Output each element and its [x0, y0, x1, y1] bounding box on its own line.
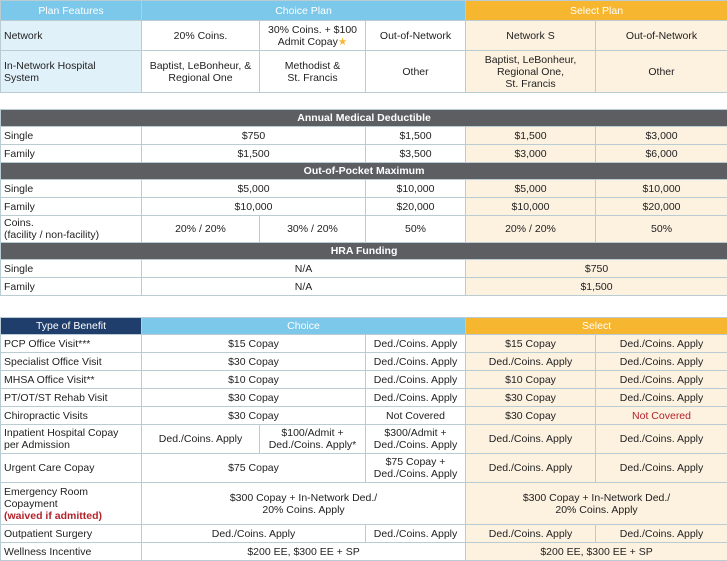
- er-select-line2: 20% Coins. Apply: [555, 503, 638, 516]
- inpatient-label-line1: Inpatient Hospital Copay: [4, 427, 119, 439]
- hospital-choice-b: [260, 51, 366, 93]
- hospital-choice-a-line1: Baptist, LeBonheur, &: [149, 59, 252, 72]
- outpatient-select-out: Ded./Coins. Apply: [596, 525, 727, 543]
- inpatient-choice-b-line2: Ded./Coins. Apply*: [268, 439, 357, 451]
- hospital-choice-a-line2: Regional One: [168, 71, 233, 84]
- wellness-label: Wellness Incentive: [1, 543, 142, 561]
- select-plan-header: Select Plan: [466, 1, 727, 21]
- inpatient-select-out: Ded./Coins. Apply: [596, 425, 727, 454]
- hospital-label-line2: System: [4, 71, 40, 84]
- coins-label-line1: Coins.: [4, 217, 34, 229]
- hospital-label-line1: In-Network Hospital: [4, 59, 96, 72]
- pcp-select-in: $15 Copay: [466, 335, 596, 353]
- mhsa-select-in: $10 Copay: [466, 371, 596, 389]
- mhsa-choice-out: Ded./Coins. Apply: [366, 371, 466, 389]
- inpatient-choice-c-line1: $300/Admit +: [384, 427, 447, 439]
- deductible-section-row: [1, 110, 727, 127]
- choice-plan-header: Choice Plan: [142, 1, 466, 21]
- oop-family-select-in: $10,000: [466, 198, 596, 216]
- er-label: [1, 483, 142, 525]
- urgent-row: [1, 454, 727, 483]
- network-label: Network: [1, 21, 142, 51]
- pcp-choice-in: $15 Copay: [142, 335, 366, 353]
- inpatient-choice-c: [366, 425, 466, 454]
- network-choice-b-line2: Admit Copay: [277, 35, 338, 48]
- benefit-label-mhsa: MHSA Office Visit**: [1, 371, 142, 389]
- urgent-label: Urgent Care Copay: [1, 454, 142, 483]
- hra-single-label: Single: [1, 260, 142, 278]
- rehab-select-in: $30 Copay: [466, 389, 596, 407]
- urgent-choice-in: $75 Copay: [142, 454, 366, 483]
- urgent-choice-out-line1: $75 Copay +: [385, 456, 446, 468]
- er-row: [1, 483, 727, 525]
- benefit-row: [1, 353, 727, 371]
- specialist-choice-in: $30 Copay: [142, 353, 366, 371]
- benefit-label-pcp: PCP Office Visit***: [1, 335, 142, 353]
- er-choice-line2: 20% Coins. Apply: [262, 503, 345, 516]
- oop-single-choice-in: $5,000: [142, 180, 366, 198]
- inpatient-choice-a: Ded./Coins. Apply: [142, 425, 260, 454]
- deductible-family-row: [1, 145, 727, 163]
- hospital-choice-c: Other: [366, 51, 466, 93]
- hra-family-choice: N/A: [142, 278, 466, 296]
- rehab-select-out: Ded./Coins. Apply: [596, 389, 727, 407]
- network-choice-b: [260, 21, 366, 51]
- oop-single-choice-out: $10,000: [366, 180, 466, 198]
- hra-family-label: Family: [1, 278, 142, 296]
- pcp-select-out: Ded./Coins. Apply: [596, 335, 727, 353]
- hra-section-row: [1, 243, 727, 260]
- benefit-table: [0, 317, 727, 561]
- rehab-choice-in: $30 Copay: [142, 389, 366, 407]
- er-choice-line1: $300 Copay + In-Network Ded./: [229, 491, 378, 504]
- benefit-row: [1, 407, 727, 425]
- mhsa-choice-in: $10 Copay: [142, 371, 366, 389]
- deductible-section-title: Annual Medical Deductible: [1, 110, 727, 127]
- hra-single-select: $750: [466, 260, 727, 278]
- er-label-line2: Copayment: [4, 497, 58, 510]
- wellness-choice: $200 EE, $300 EE + SP: [142, 543, 466, 561]
- inpatient-choice-c-line2: Ded./Coins. Apply: [373, 439, 458, 451]
- deductible-single-select-in: $1,500: [466, 127, 596, 145]
- deductible-single-row: [1, 127, 727, 145]
- inpatient-select-in: Ded./Coins. Apply: [466, 425, 596, 454]
- inpatient-label: [1, 425, 142, 454]
- hospital-select-a: [466, 51, 596, 93]
- specialist-select-in: Ded./Coins. Apply: [466, 353, 596, 371]
- pcp-choice-out: Ded./Coins. Apply: [366, 335, 466, 353]
- network-choice-b-line1: 30% Coins. + $100: [267, 23, 358, 36]
- coins-choice-a: 20% / 20%: [142, 216, 260, 243]
- hospital-select-a-line1: Baptist, LeBonheur,: [484, 53, 577, 66]
- network-select-a: Network S: [466, 21, 596, 51]
- coins-row: [1, 216, 727, 243]
- oop-single-label: Single: [1, 180, 142, 198]
- urgent-choice-out: [366, 454, 466, 483]
- hra-family-select: $1,500: [466, 278, 727, 296]
- benefit-row: [1, 371, 727, 389]
- benefit-label-chiro: Chiropractic Visits: [1, 407, 142, 425]
- outpatient-select-in: Ded./Coins. Apply: [466, 525, 596, 543]
- oop-family-label: Family: [1, 198, 142, 216]
- hospital-select-a-line3: St. Francis: [505, 77, 556, 90]
- oop-section-title: Out-of-Pocket Maximum: [1, 163, 727, 180]
- hra-single-row: [1, 260, 727, 278]
- choice-header: Choice: [142, 318, 466, 335]
- oop-single-select-in: $5,000: [466, 180, 596, 198]
- deductible-single-label: Single: [1, 127, 142, 145]
- outpatient-choice-in: Ded./Coins. Apply: [142, 525, 366, 543]
- deductible-single-choice-in: $750: [142, 127, 366, 145]
- chiro-choice-out: Not Covered: [366, 407, 466, 425]
- mhsa-select-out: Ded./Coins. Apply: [596, 371, 727, 389]
- coins-label-line2: (facility / non-facility): [4, 229, 100, 241]
- network-choice-a: 20% Coins.: [142, 21, 260, 51]
- outpatient-row: [1, 525, 727, 543]
- coins-select-b: 50%: [596, 216, 727, 243]
- deductible-family-choice-in: $1,500: [142, 145, 366, 163]
- benefit-label-specialist: Specialist Office Visit: [1, 353, 142, 371]
- deductible-family-select-out: $6,000: [596, 145, 727, 163]
- specialist-choice-out: Ded./Coins. Apply: [366, 353, 466, 371]
- hospital-label: [1, 51, 142, 93]
- er-select: [466, 483, 727, 525]
- urgent-select-in: Ded./Coins. Apply: [466, 454, 596, 483]
- coins-select-a: 20% / 20%: [466, 216, 596, 243]
- urgent-select-out: Ded./Coins. Apply: [596, 454, 727, 483]
- type-of-benefit-header: Type of Benefit: [1, 318, 142, 335]
- inpatient-label-line2: per Admission: [4, 439, 70, 451]
- hospital-select-a-line2: Regional One,: [496, 65, 565, 78]
- wellness-select: $200 EE, $300 EE + SP: [466, 543, 727, 561]
- oop-single-select-out: $10,000: [596, 180, 727, 198]
- hospital-row: [1, 51, 727, 93]
- oop-section-row: [1, 163, 727, 180]
- benefit-label-rehab: PT/OT/ST Rehab Visit: [1, 389, 142, 407]
- benefit-row: [1, 389, 727, 407]
- deductible-single-choice-out: $1,500: [366, 127, 466, 145]
- wellness-row: [1, 543, 727, 561]
- plan-features-header: Plan Features: [1, 1, 142, 21]
- chiro-select-out: Not Covered: [596, 407, 727, 425]
- er-choice: [142, 483, 466, 525]
- deductible-family-choice-out: $3,500: [366, 145, 466, 163]
- hospital-choice-b-line1: Methodist &: [284, 59, 341, 72]
- network-choice-c: Out-of-Network: [366, 21, 466, 51]
- coins-choice-c: 50%: [366, 216, 466, 243]
- inpatient-choice-b-line1: $100/Admit +: [281, 427, 344, 439]
- select-header: Select: [466, 318, 727, 335]
- specialist-select-out: Ded./Coins. Apply: [596, 353, 727, 371]
- oop-family-row: [1, 198, 727, 216]
- hospital-select-b: Other: [596, 51, 727, 93]
- oop-family-select-out: $20,000: [596, 198, 727, 216]
- coins-label: [1, 216, 142, 243]
- benefit-row: [1, 335, 727, 353]
- oop-family-choice-out: $20,000: [366, 198, 466, 216]
- hospital-choice-b-line2: St. Francis: [287, 71, 338, 84]
- er-label-line3: (waived if admitted): [4, 509, 103, 522]
- cost-table: [0, 109, 727, 296]
- plan-header-row: [1, 1, 727, 21]
- hospital-choice-a: [142, 51, 260, 93]
- inpatient-choice-b: [260, 425, 366, 454]
- deductible-family-select-in: $3,000: [466, 145, 596, 163]
- deductible-family-label: Family: [1, 145, 142, 163]
- urgent-choice-out-line2: Ded./Coins. Apply: [373, 468, 458, 480]
- inpatient-row: [1, 425, 727, 454]
- hra-family-row: [1, 278, 727, 296]
- hra-section-title: HRA Funding: [1, 243, 727, 260]
- outpatient-choice-out: Ded./Coins. Apply: [366, 525, 466, 543]
- chiro-choice-in: $30 Copay: [142, 407, 366, 425]
- network-select-b: Out-of-Network: [596, 21, 727, 51]
- er-label-line1: Emergency Room: [4, 485, 89, 498]
- network-row: [1, 21, 727, 51]
- oop-family-choice-in: $10,000: [142, 198, 366, 216]
- hra-single-choice: N/A: [142, 260, 466, 278]
- coins-choice-b: 30% / 20%: [260, 216, 366, 243]
- outpatient-label: Outpatient Surgery: [1, 525, 142, 543]
- er-select-line1: $300 Copay + In-Network Ded./: [522, 491, 671, 504]
- star-icon: ★: [337, 35, 348, 48]
- rehab-choice-out: Ded./Coins. Apply: [366, 389, 466, 407]
- oop-single-row: [1, 180, 727, 198]
- deductible-single-select-out: $3,000: [596, 127, 727, 145]
- chiro-select-in: $30 Copay: [466, 407, 596, 425]
- benefit-header-row: [1, 318, 727, 335]
- plan-features-table: [0, 0, 727, 93]
